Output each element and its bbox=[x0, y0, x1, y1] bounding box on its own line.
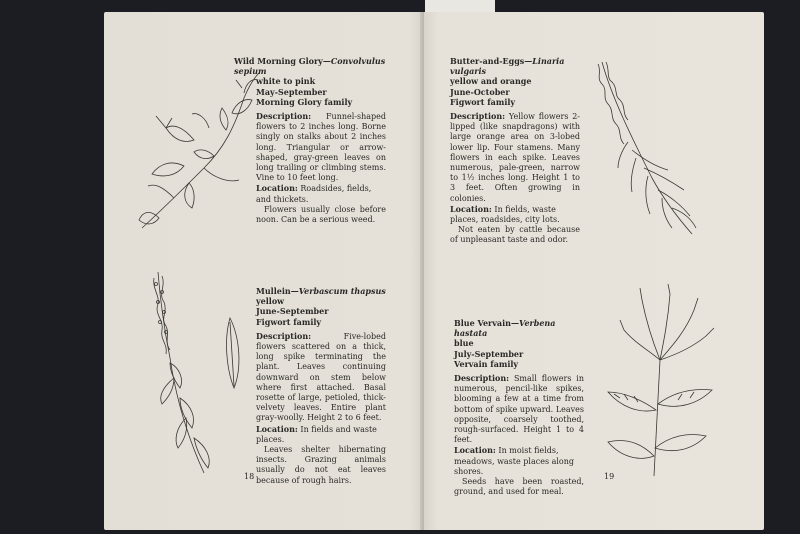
location-label: Location: bbox=[454, 445, 496, 456]
flower-color: white to pink bbox=[256, 76, 316, 87]
location-label: Location: bbox=[256, 183, 298, 194]
location-text: In moist fields, meadows, waste places along shores. bbox=[454, 446, 575, 476]
plant-family: Figwort family bbox=[450, 96, 516, 107]
common-name: Wild Morning Glory bbox=[234, 56, 323, 66]
blue-vervain-illustration bbox=[594, 280, 724, 480]
description-text: Five-lobed flowers scattered on a thick, long spike terminating the plant. Leaves continuing downward on stem below where first attached. Basal rosette of large, petioled, thick-velvety leaves. Entire plant gray-woolly. Height 2 to 6 feet. bbox=[256, 331, 386, 423]
common-name: Blue Vervain bbox=[454, 318, 511, 328]
entry-mullein: Mullein—Verbascum thapsus yellow June-September Figwort family Description: Five-lobed flowers scattered on a thick, long spike terminating the plant. Leaves continuing downward on stem below where first attached. Basal rosette of large, petioled, thick-velvety leaves. Entire plant gray-woolly. Height 2 to 6 feet. Location: In fields and waste places. Leaves shelter hibernating insects. Grazing animals usually do not eat leaves because of rough hairs. bbox=[256, 286, 386, 485]
note-text: Seeds have been roasted, ground, and used for meal. bbox=[454, 477, 584, 497]
description-label: Description: bbox=[256, 111, 312, 122]
note-text: Flowers usually close before noon. Can be a serious weed. bbox=[256, 204, 386, 225]
location-label: Location: bbox=[450, 203, 492, 214]
open-booklet bbox=[104, 12, 764, 530]
bloom-season: May-September bbox=[256, 86, 327, 97]
location-text: Roadsides, fields, and thickets. bbox=[256, 184, 372, 204]
note-text: Leaves shelter hibernating insects. Grazing animals usually do not eat leaves because of rough hairs. bbox=[256, 445, 386, 485]
location-text: In fields, waste places, roadsides, city lots. bbox=[450, 204, 560, 225]
plant-family: Figwort family bbox=[256, 316, 322, 327]
mullein-illustration bbox=[144, 268, 244, 478]
latin-name: Linaria vulgaris bbox=[450, 56, 565, 77]
flower-color: blue bbox=[454, 338, 474, 349]
common-name: Butter-and-Eggs bbox=[450, 56, 525, 66]
page-number-right: 19 bbox=[604, 472, 615, 481]
entry-blue-vervain: Blue Vervain—Verbena hastata blue July-September Vervain family Description: Small flowers in numerous, pencil-like spikes, blooming a few at a time from bottom of spike upward. Leaves opposite, coarsely toothed, rough-surfaced. Height 1 to 4 feet. Location: In moist fields, meadows, waste places along shores. Seeds have been roasted, ground, and used for meal. bbox=[454, 318, 584, 497]
flower-color: yellow and orange bbox=[450, 76, 532, 87]
entry-wild-morning-glory: Wild Morning Glory—Convolvulus sepium white to pink May-September Morning Glory family Description: Funnel-shaped flowers to 2 inches long. Borne singly on stalks about 2 inches long. Triangular or arrow-shaped, gray-green leaves on long trailing or climbing stems. Vine to 10 feet long. Location: Roadsides, fields, and thickets. Flowers usually close before noon. Can be a serious weed. bbox=[234, 56, 386, 225]
description-text: Yellow flowers 2-lipped (like snapdragons) with large orange area on 3-lobed lower lip. Four stamens. Many flowers in each spike. Leaves numerous, pale-green, narrow to 1½ inches long. Height 1 to 3 feet. Often growing in colonies. bbox=[450, 112, 580, 203]
plant-family: Vervain family bbox=[454, 358, 519, 369]
latin-name: Verbena hastata bbox=[454, 318, 556, 339]
description-label: Description: bbox=[256, 330, 312, 341]
bloom-season: June-September bbox=[256, 306, 329, 317]
page-number-left: 18 bbox=[244, 472, 255, 481]
butter-and-eggs-illustration bbox=[592, 58, 702, 238]
description-text: Funnel-shaped flowers to 2 inches long. Borne singly on stalks about 2 inches long. Triangular or arrow-shaped, gray-green leaves on long trailing or climbing stems. Vine to 10 feet long. bbox=[256, 112, 386, 183]
flower-color: yellow bbox=[256, 296, 285, 307]
description-label: Description: bbox=[454, 373, 510, 384]
location-text: In fields and waste places. bbox=[256, 424, 377, 444]
latin-name: Convolvulus sepium bbox=[234, 56, 386, 77]
bloom-season: June-October bbox=[450, 86, 510, 97]
note-text: Not eaten by cattle because of unpleasant taste and odor. bbox=[450, 225, 580, 245]
description-text: Small flowers in numerous, pencil-like spikes, blooming a few at a time from bottom of spike upward. Leaves opposite, coarsely toothed, rough-surfaced. Height 1 to 4 feet. bbox=[454, 374, 584, 445]
left-page bbox=[104, 12, 424, 530]
plant-family: Morning Glory family bbox=[256, 96, 353, 107]
location-label: Location: bbox=[256, 423, 298, 434]
latin-name: Verbascum thapsus bbox=[298, 286, 386, 296]
common-name: Mullein bbox=[256, 286, 291, 296]
bloom-season: July-September bbox=[454, 348, 524, 359]
entry-butter-and-eggs: Butter-and-Eggs—Linaria vulgaris yellow and orange June-October Figwort family Description: Yellow flowers 2-lipped (like snapdragons) with large orange area on 3-lobed lower lip. Four stamens. Many flowers in each spike. Leaves numerous, pale-green, narrow to 1½ inches long. Height 1 to 3 feet. Often growing in colonies. Location: In fields, waste places, roadsides, city lots. Not eaten by cattle because of unpleasant taste and odor. bbox=[450, 56, 580, 245]
description-label: Description: bbox=[450, 111, 506, 122]
right-page bbox=[424, 12, 764, 530]
